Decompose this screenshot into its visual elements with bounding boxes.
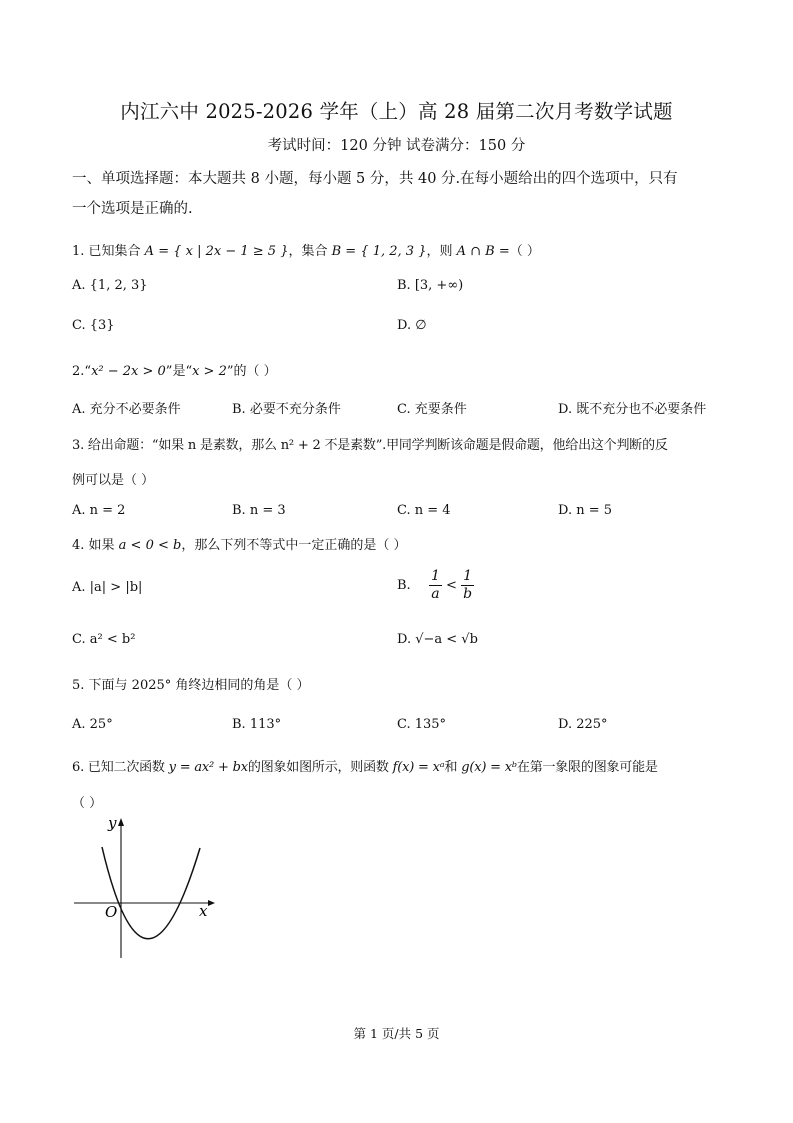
q3-option-c: C. n = 4	[397, 503, 451, 518]
q6-text-4: 在第一象限的图象可能是	[516, 760, 658, 775]
question-3-line2: 例可以是（ ）	[72, 473, 155, 488]
q6-quadratic: y = ax² + bx	[168, 760, 248, 775]
q1-set-b: B = { 1, 2, 3 }	[331, 244, 427, 259]
question-6-line2: （ ）	[72, 796, 103, 811]
q1-text-3: ，则	[426, 244, 457, 259]
q3-option-a: A. n = 2	[72, 503, 126, 518]
q5-option-b: B. 113°	[232, 717, 282, 732]
q5-option-d: D. 225°	[558, 717, 608, 732]
q1-option-b: B. [3, +∞)	[397, 278, 464, 293]
q4-option-a: A. |a| > |b|	[72, 580, 143, 595]
q6-text-3: 和	[444, 760, 462, 775]
q6-g: g(x) = xᵇ	[461, 760, 517, 775]
q1-option-c: C. {3}	[72, 318, 115, 333]
q6-f: f(x) = xᵃ	[392, 760, 445, 775]
q4-text-2: ，那么下列不等式中一定正确的是（ ）	[181, 538, 407, 553]
question-3-line1: 3. 给出命题：“如果 n 是素数，那么 n² + 2 不是素数”.甲同学判断该命题是假命题，他给出这个判断的反	[72, 438, 668, 453]
q6-text-1: 6. 已知二次函数	[72, 760, 169, 775]
q4-fraction-2: $\frac{1}{b}$	[463, 568, 473, 602]
q2-text-3: ”的（ ）	[226, 364, 277, 379]
x-axis-arrow	[208, 900, 215, 906]
parabola-graph	[66, 812, 226, 962]
q1-text-4: （ ）	[509, 244, 540, 259]
q1-text-2: ，集合	[288, 244, 332, 259]
x-axis-label: x	[199, 902, 208, 920]
y-axis-arrow	[118, 818, 124, 826]
q2-option-a: A. 充分不必要条件	[72, 402, 181, 417]
q1-option-d: D. ∅	[397, 318, 427, 333]
q4-option-b	[397, 568, 474, 603]
q1-text-1: 1. 已知集合	[72, 244, 145, 259]
q1-intersection: A ∩ B =	[456, 244, 510, 259]
q4-option-c: C. a² < b²	[72, 632, 136, 647]
q4-fraction-1: $\frac{1}{a}$	[430, 568, 440, 602]
question-1	[72, 240, 540, 259]
q3-option-b: B. n = 3	[232, 503, 286, 518]
q5-option-a: A. 25°	[72, 717, 113, 732]
question-2	[72, 360, 277, 379]
q6-text-2: 的图象如图所示，则函数	[247, 760, 393, 775]
q2-expr-1: x² − 2x > 0	[91, 364, 166, 379]
q3-option-d: D. n = 5	[558, 503, 613, 518]
q2-text-2: ”是“	[165, 364, 193, 379]
question-4	[72, 534, 406, 553]
page-title: 内江六中 2025-2026 学年（上）高 28 届第二次月考数学试题	[120, 100, 673, 123]
q1-option-a: A. {1, 2, 3}	[72, 278, 148, 293]
q2-option-d: D. 既不充分也不必要条件	[558, 402, 707, 417]
question-5: 5. 下面与 2025° 角终边相同的角是（ ）	[72, 678, 310, 693]
q4-text-1: 4. 如果	[72, 538, 119, 553]
q4-option-b-label: B.	[397, 578, 411, 593]
q2-expr-2: x > 2	[192, 364, 227, 379]
q2-text-1: 2.“	[72, 364, 92, 379]
section-intro-line1: 一、单项选择题：本大题共 8 小题，每小题 5 分，共 40 分.在每小题给出的四个选项中，只有	[72, 171, 678, 187]
parabola-curve	[102, 847, 200, 939]
y-axis-label: y	[108, 814, 117, 832]
q5-option-c: C. 135°	[397, 717, 447, 732]
section-intro-line2: 一个选项是正确的.	[72, 201, 193, 217]
q4-condition: a < 0 < b	[118, 538, 182, 553]
q1-set-a: A = { x | 2x − 1 ≥ 5 }	[144, 244, 289, 259]
q2-option-c: C. 充要条件	[397, 402, 467, 417]
page-subtitle: 考试时间：120 分钟 试卷满分：150 分	[267, 138, 526, 154]
q2-option-b: B. 必要不充分条件	[232, 402, 341, 417]
origin-label: O	[105, 903, 118, 921]
question-6	[72, 756, 658, 775]
q4-option-d: D. √−a < √b	[397, 632, 478, 647]
page-footer: 第 1 页/共 5 页	[353, 1026, 440, 1041]
q4-less-than: <	[446, 578, 457, 593]
